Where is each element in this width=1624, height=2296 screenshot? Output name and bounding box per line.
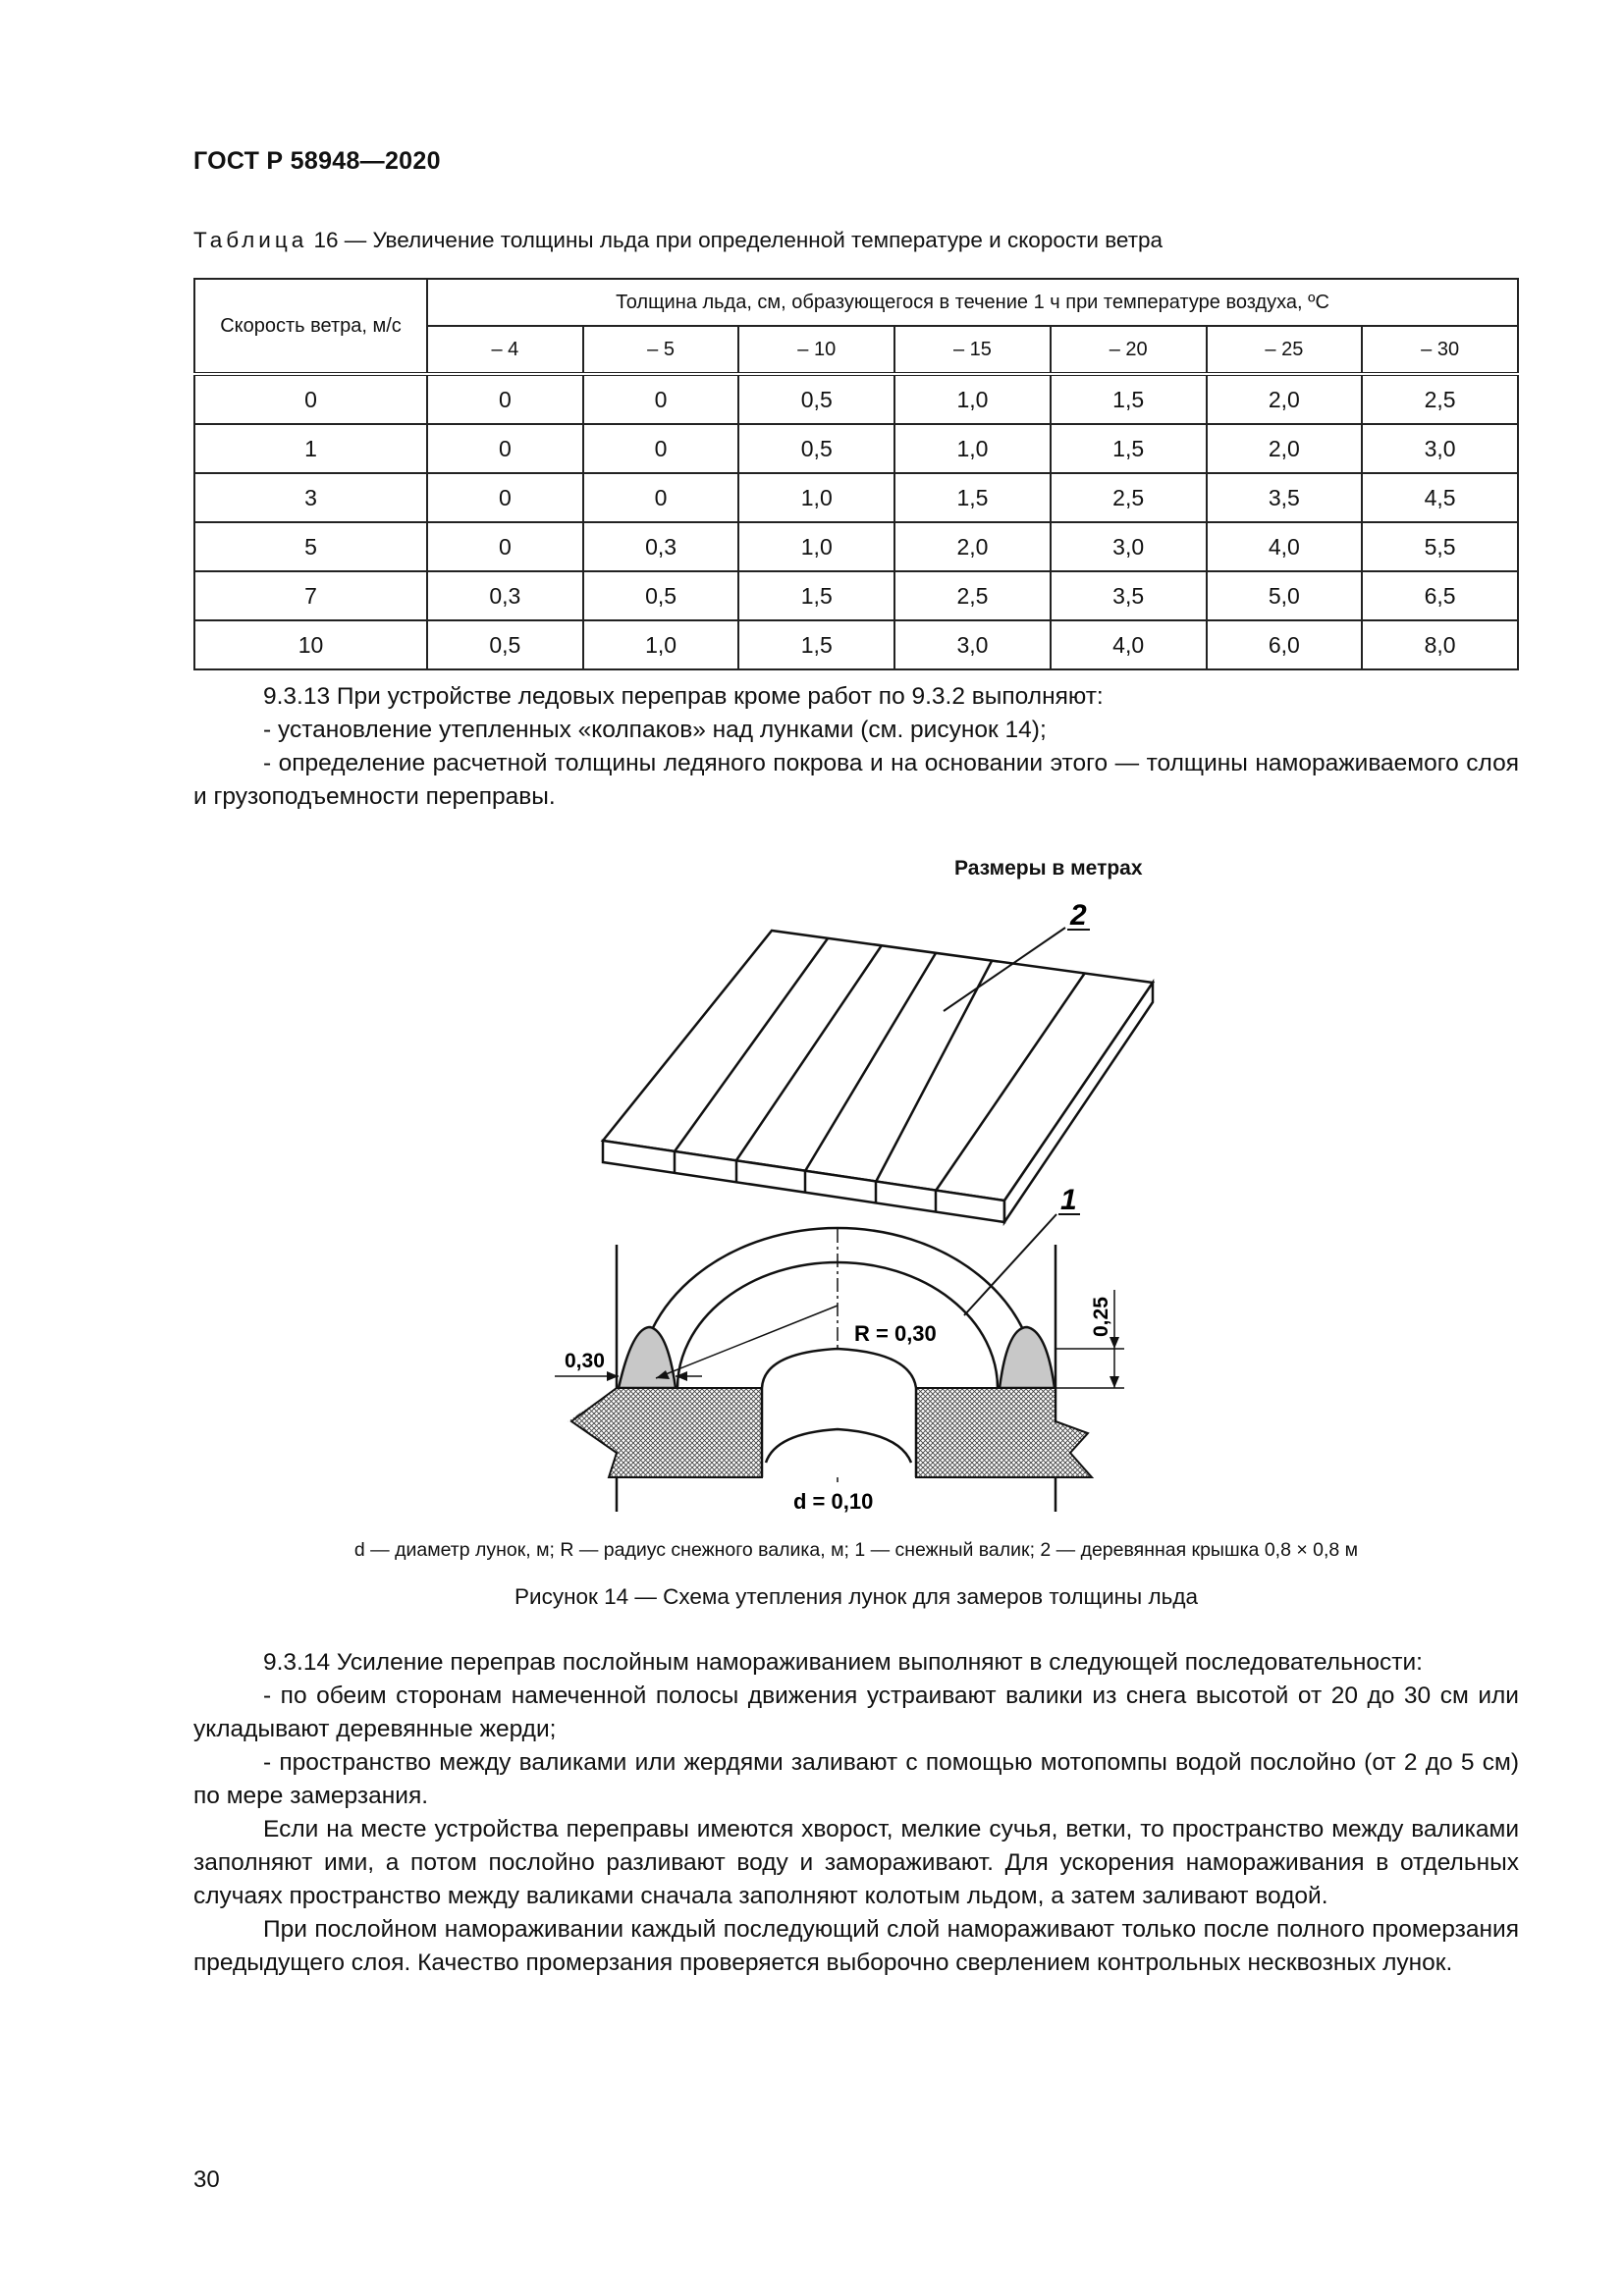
paragraph: 9.3.14 Усиление переправ послойным намораживанием выполняют в следующей последовательности: bbox=[263, 1649, 1423, 1676]
ice-thickness-cell: 6,0 bbox=[1207, 620, 1363, 669]
figure-legend: d — диаметр лунок, м; R — радиус снежного валика, м; 1 — снежный валик; 2 — деревянная крышка 0,8 × 0,8 м bbox=[353, 1539, 1359, 1561]
ice-thickness-cell: 0 bbox=[427, 374, 583, 424]
ice-thickness-cell: 4,0 bbox=[1207, 522, 1363, 571]
table-row bbox=[194, 620, 1518, 669]
temperature-header: – 5 bbox=[583, 326, 739, 374]
figure-units-note: Размеры в метрах bbox=[954, 857, 1143, 880]
ice-thickness-cell: 0 bbox=[427, 424, 583, 473]
table-row bbox=[194, 424, 1518, 473]
table-caption bbox=[193, 228, 1163, 253]
list-item: - по обеим сторонам намеченной полосы движения устраивают валики из снега высотой от 20 до 30 см или укладывают деревянные жерди; bbox=[193, 1682, 1519, 1742]
document-header: ГОСТ Р 58948—2020 bbox=[193, 147, 441, 175]
ice-thickness-cell: 0 bbox=[583, 424, 739, 473]
temperature-header: – 10 bbox=[738, 326, 894, 374]
table-row bbox=[194, 522, 1518, 571]
ice-thickness-cell: 1,0 bbox=[583, 620, 739, 669]
ice-thickness-cell: 3,0 bbox=[1362, 424, 1518, 473]
ice-thickness-cell: 1,0 bbox=[738, 522, 894, 571]
page-number: 30 bbox=[193, 2166, 220, 2193]
ice-thickness-cell: 1,0 bbox=[894, 424, 1051, 473]
temperature-header: – 15 bbox=[894, 326, 1051, 374]
height-dimension-label: 0,25 bbox=[1090, 1297, 1112, 1337]
table-caption-title: 16 — Увеличение толщины льда при определенной температуре и скорости ветра bbox=[307, 228, 1164, 252]
ice-thickness-cell: 6,5 bbox=[1362, 571, 1518, 620]
temperature-header: – 30 bbox=[1362, 326, 1518, 374]
ice-thickness-cell: 2,5 bbox=[1051, 473, 1207, 522]
ice-thickness-cell: 3,5 bbox=[1051, 571, 1207, 620]
label-2: 2 bbox=[1070, 899, 1087, 932]
ice-thickness-cell: 0,5 bbox=[738, 424, 894, 473]
ice-thickness-cell: 5,0 bbox=[1207, 571, 1363, 620]
wooden-cover bbox=[603, 928, 1153, 1222]
table-body bbox=[194, 374, 1518, 669]
ice-thickness-cell: 2,5 bbox=[1362, 374, 1518, 424]
paragraph: 9.3.13 При устройстве ледовых переправ кроме работ по 9.3.2 выполняют: bbox=[263, 683, 1104, 710]
wind-speed-cell: 10 bbox=[194, 620, 427, 669]
ice-thickness-cell: 3,0 bbox=[1051, 522, 1207, 571]
wind-speed-cell: 0 bbox=[194, 374, 427, 424]
label-1: 1 bbox=[1060, 1184, 1077, 1216]
ice-thickness-cell: 1,5 bbox=[894, 473, 1051, 522]
temperature-header: – 4 bbox=[427, 326, 583, 374]
ice-thickness-cell: 1,0 bbox=[894, 374, 1051, 424]
ice-thickness-cell: 3,0 bbox=[894, 620, 1051, 669]
temperature-header: – 20 bbox=[1051, 326, 1207, 374]
ice-thickness-cell: 2,0 bbox=[1207, 424, 1363, 473]
temperature-header: – 25 bbox=[1207, 326, 1363, 374]
ice-thickness-cell: 0,3 bbox=[427, 571, 583, 620]
ice-thickness-cell: 0,5 bbox=[738, 374, 894, 424]
ice-thickness-cell: 2,5 bbox=[894, 571, 1051, 620]
paragraph: При послойном намораживании каждый последующий слой намораживают только после полного промерзания предыдущего слоя. Качество промерзания проверяется выборочно сверлением контрольных несквозных лунок. bbox=[193, 1916, 1519, 1976]
table-row bbox=[194, 374, 1518, 424]
list-item: - определение расчетной толщины ледяного покрова и на основании этого — толщины намораживаемого слоя и грузоподъемности переправы. bbox=[193, 750, 1519, 810]
ice-thickness-cell: 4,5 bbox=[1362, 473, 1518, 522]
wind-speed-cell: 1 bbox=[194, 424, 427, 473]
ice-thickness-cell: 0,5 bbox=[427, 620, 583, 669]
ice-thickness-cell: 3,5 bbox=[1207, 473, 1363, 522]
ice-thickness-cell: 8,0 bbox=[1362, 620, 1518, 669]
table-row bbox=[194, 473, 1518, 522]
ice-thickness-cell: 2,0 bbox=[894, 522, 1051, 571]
ice-thickness-cell: 4,0 bbox=[1051, 620, 1207, 669]
ice-thickness-cell: 1,5 bbox=[738, 620, 894, 669]
figure-caption: Рисунок 14 — Схема утепления лунок для замеров толщины льда bbox=[514, 1584, 1198, 1609]
ice-thickness-cell: 5,5 bbox=[1362, 522, 1518, 571]
ice-thickness-cell: 0,3 bbox=[583, 522, 739, 571]
ice-thickness-cell: 0 bbox=[427, 522, 583, 571]
table-row bbox=[194, 571, 1518, 620]
list-item: - пространство между валиками или жердями заливают с помощью мотопомпы водой послойно (от 2 до 5 см) по мере замерзания. bbox=[193, 1749, 1519, 1809]
snow-bank-section bbox=[555, 1214, 1124, 1512]
table-caption-label: Таблица bbox=[193, 228, 308, 252]
wind-speed-cell: 5 bbox=[194, 522, 427, 571]
ice-thickness-cell: 1,5 bbox=[1051, 374, 1207, 424]
ice-thickness-group-header: Толщина льда, см, образующегося в течение 1 ч при температуре воздуха, ºС bbox=[427, 279, 1518, 326]
ice-thickness-cell: 0 bbox=[583, 374, 739, 424]
ice-thickness-cell: 1,0 bbox=[738, 473, 894, 522]
ice-thickness-cell: 2,0 bbox=[1207, 374, 1363, 424]
ice-thickness-cell: 1,5 bbox=[1051, 424, 1207, 473]
width-dimension-label: 0,30 bbox=[565, 1350, 605, 1372]
diameter-label: d = 0,10 bbox=[793, 1489, 874, 1514]
paragraph: Если на месте устройства переправы имеются хворост, мелкие сучья, ветки, то пространство между валиками заполняют ими, а потом послойно разливают воду и замораживают. Для ускорения намораживания в отдельных случаях пространство между валиками сначала заполняют колотым льдом, а затем заливают водой. bbox=[193, 1816, 1519, 1909]
section-9-3-14 bbox=[193, 1646, 1519, 1980]
wind-speed-header: Скорость ветра, м/с bbox=[194, 279, 427, 374]
ice-thickness-cell: 0,5 bbox=[583, 571, 739, 620]
ice-thickness-cell: 0 bbox=[427, 473, 583, 522]
radius-label: R = 0,30 bbox=[854, 1321, 937, 1346]
ice-thickness-cell: 0 bbox=[583, 473, 739, 522]
figure-14-diagram bbox=[550, 899, 1112, 1522]
wind-speed-cell: 3 bbox=[194, 473, 427, 522]
section-9-3-13 bbox=[193, 680, 1519, 814]
wind-speed-cell: 7 bbox=[194, 571, 427, 620]
ice-thickness-cell: 1,5 bbox=[738, 571, 894, 620]
ice-thickness-table bbox=[193, 278, 1519, 670]
list-item: - установление утепленных «колпаков» над лунками (см. рисунок 14); bbox=[263, 717, 1047, 743]
